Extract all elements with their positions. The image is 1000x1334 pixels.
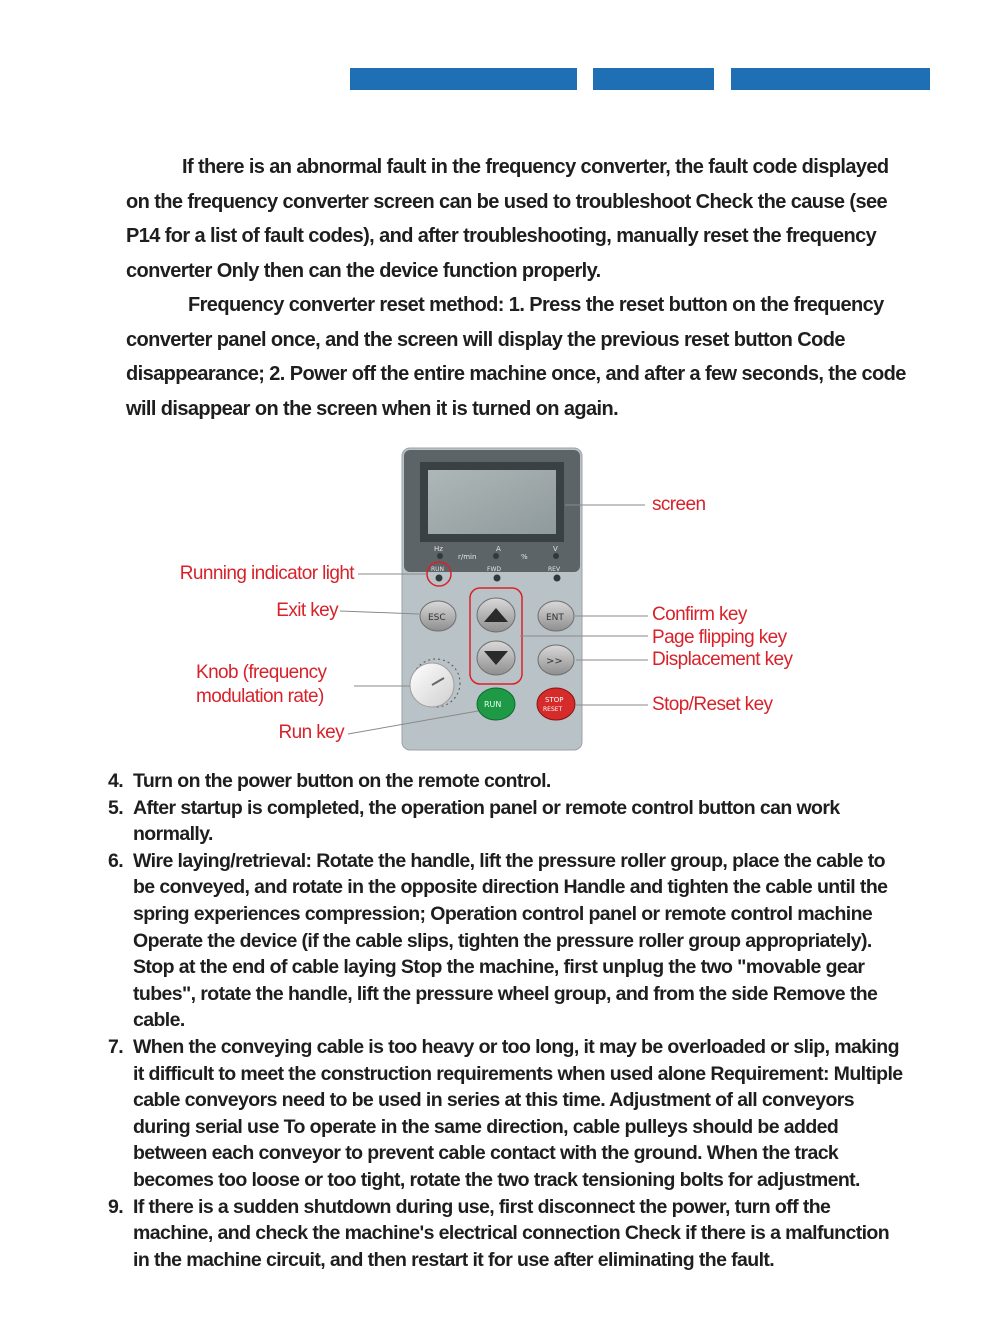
ent-key-label: ENT (546, 613, 564, 623)
list-item (108, 1194, 908, 1274)
ind-pct: % (521, 553, 528, 561)
led-rev-label: REV (548, 566, 561, 573)
shift-key-label: >> (546, 656, 563, 667)
stop-key-label: STOP (545, 696, 564, 704)
step-number: 4. (108, 770, 124, 792)
step-number: 5. (108, 796, 124, 819)
callout-displacement-key: Displacement key (652, 649, 793, 670)
step-text: When the conveying cable is too heavy or too long, it may be overloaded or slip, making it difficult to meet the construction requirements when used alone Requirement: Multiple cable conveyors need to be used in series at this time. Adjustment of all conveyors during serial use To operate in the same direction, cable pulleys should be added between each conveyor to prevent cable contact with the ground. When the track becomes too loose or too tight, rotate the two track tensioning bolts for adjustment. (133, 1035, 903, 1191)
led-rev (554, 575, 561, 582)
step-number: 9. (108, 1195, 124, 1218)
step-text: Turn on the power button on the remote control. (133, 770, 551, 792)
step-number: 6. (108, 849, 124, 872)
ind-a: A (496, 545, 501, 553)
reset-key-label: RESET (543, 706, 563, 713)
list-item (108, 848, 908, 1034)
intro-text-2: Frequency converter reset method: 1. Press the reset button on the frequency converter panel once, and the screen will display the previous reset button Code disappearance; 2. Power off the entire machine once, and after a few seconds, the code will disappear on the screen when it is turned on again. (126, 294, 906, 420)
callout-run-key: Run key (278, 722, 344, 743)
callout-running-indicator-light: Running indicator light (179, 563, 354, 584)
led-run (436, 575, 443, 582)
led-fwd (494, 575, 501, 582)
list-item (108, 1034, 908, 1194)
run-key-label: RUN (484, 700, 502, 709)
step-text: After startup is completed, the operation panel or remote control button can work normally. (133, 796, 840, 846)
list-item (108, 768, 908, 795)
callout-screen: screen (652, 494, 706, 515)
led-run-label: RUN (431, 566, 445, 573)
ind-v: V (553, 545, 558, 553)
ind-hz: Hz (434, 545, 443, 553)
lcd-screen (428, 470, 556, 534)
step-text: Wire laying/retrieval: Rotate the handle, lift the pressure roller group, place the cable to be conveyed, and rotate in the opposite direction Handle and tighten the cable until the spring experiences compression; Operation control panel or remote control machine Operate the device (if the cable slips, tighten the pressure roller group appropriately). Stop at the end of cable laying Stop the machine, first unplug the two "movable gear tubes", rotate the handle, lift the pressure wheel group, and from the side Remove the cable. (133, 849, 888, 1032)
step-number: 7. (108, 1035, 124, 1058)
callout-page-flipping-key: Page flipping key (652, 627, 787, 648)
list-item (108, 795, 908, 848)
callout-exit-key: Exit key (276, 600, 338, 621)
ind-rmin: r/min (458, 553, 477, 561)
steps-list (108, 768, 908, 1273)
callout-stop-reset-key: Stop/Reset key (652, 694, 773, 715)
esc-key-label: ESC (428, 613, 446, 623)
stop-reset-key (537, 688, 575, 720)
step-text: If there is a sudden shutdown during use, first disconnect the power, turn off the machine, and check the machine's electrical connection Check if there is a malfunction in the machine circuit, and then restart it for use after eliminating the fault. (133, 1195, 890, 1271)
led-fwd-label: FWD (487, 566, 502, 573)
intro-text-1: If there is an abnormal fault in the frequency converter, the fault code displayed on the frequency converter screen can be used to troubleshoot Check the cause (see P14 for a list of fault codes), and after troubleshooting, manually reset the frequency converter Only then can the device function properly. (126, 156, 889, 282)
callout-confirm-key: Confirm key (652, 604, 747, 625)
callout-knob: Knob (frequency modulation rate) (196, 662, 327, 707)
